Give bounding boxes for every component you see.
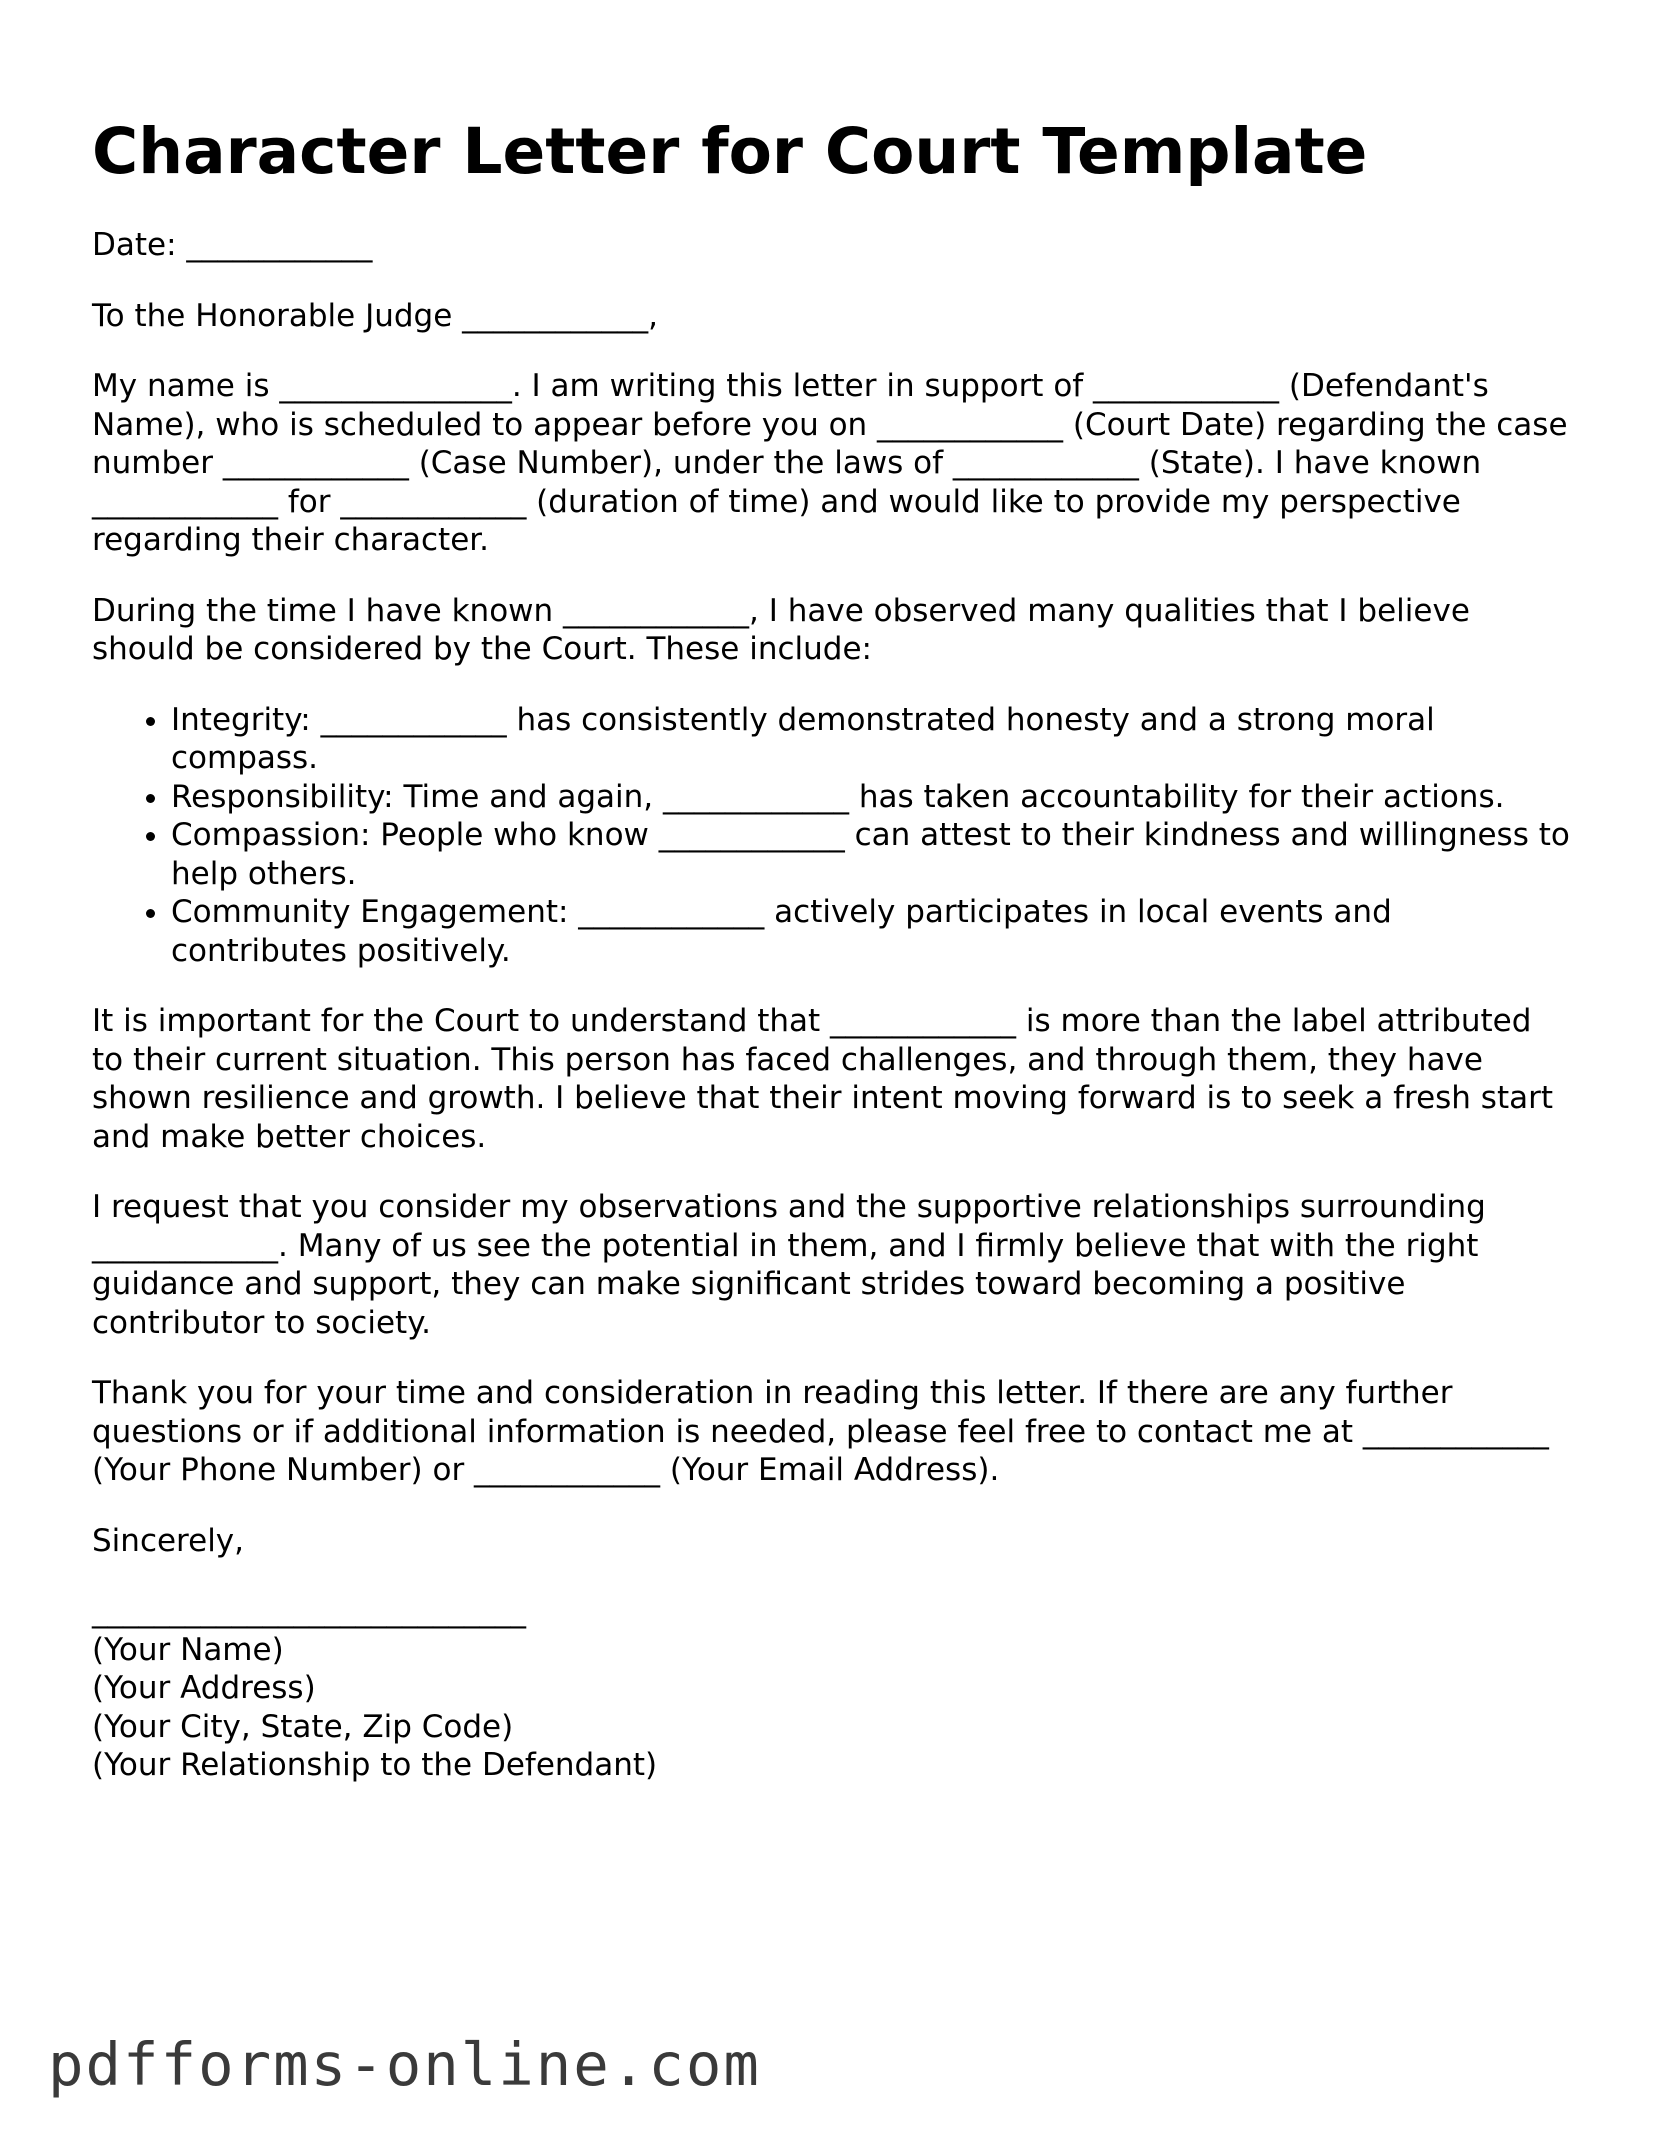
signature-relationship: (Your Relationship to the Defendant) xyxy=(92,1747,658,1783)
understand-paragraph: It is important for the Court to understand that ____________ is more than the label attributed to their current situation. This person has faced challenges, and through them, they have shown resilience and growth. I believe that their intent moving forward is to seek a fresh start and make better choices. xyxy=(92,1003,1553,1155)
page-title: Character Letter for Court Template xyxy=(92,115,1368,188)
watermark: pdfforms-online.com xyxy=(48,2030,761,2099)
salutation: To the Honorable Judge ____________, xyxy=(92,297,658,334)
letter-page xyxy=(92,112,1572,1785)
quality-item-community-engagement: • Community Engagement: ____________ actively participates in local events and contributes positively. xyxy=(171,893,1572,970)
quality-item-compassion: • Compassion: People who know ____________ can attest to their kindness and willingness to help others. xyxy=(171,816,1572,893)
signature-block xyxy=(92,1592,1572,1785)
intro-paragraph: My name is _______________. I am writing this letter in support of ____________ (Defendant's Name), who is scheduled to appear before you on ____________ (Court Date) regarding the case number ____________ (Case Number), under the laws of ____________ (State). I have known ____________ for ____________ (duration of time) and would like to provide my perspective regarding their character. xyxy=(92,368,1568,558)
signature-address: (Your Address) xyxy=(92,1670,316,1706)
thanks-paragraph: Thank you for your time and consideration in reading this letter. If there are any further questions or if additional information is needed, please feel free to contact me at ____________ (Your Phone Number) or ____________ (Your Email Address). xyxy=(92,1375,1549,1488)
quality-item-integrity: • Integrity: ____________ has consistently demonstrated honesty and a strong moral compass. xyxy=(171,701,1572,778)
date-line: Date: ____________ xyxy=(92,227,373,263)
closing: Sincerely, xyxy=(92,1522,245,1559)
signature-city-state-zip: (Your City, State, Zip Code) xyxy=(92,1708,514,1745)
signature-line: ____________________________ xyxy=(92,1593,526,1629)
qualities-intro-paragraph: During the time I have known ____________, I have observed many qualities that I believe should be considered by the Court. These include: xyxy=(92,592,1470,667)
qualities-list xyxy=(92,701,1572,971)
quality-item-responsibility: • Responsibility: Time and again, ____________ has taken accountability for their actions. xyxy=(171,778,1572,817)
signature-name: (Your Name) xyxy=(92,1631,284,1668)
request-paragraph: I request that you consider my observations and the supportive relationships surrounding ____________. Many of us see the potential in them, and I firmly believe that with the right guidance and support, they can make significant strides toward becoming a positive contributor to society. xyxy=(92,1189,1486,1341)
